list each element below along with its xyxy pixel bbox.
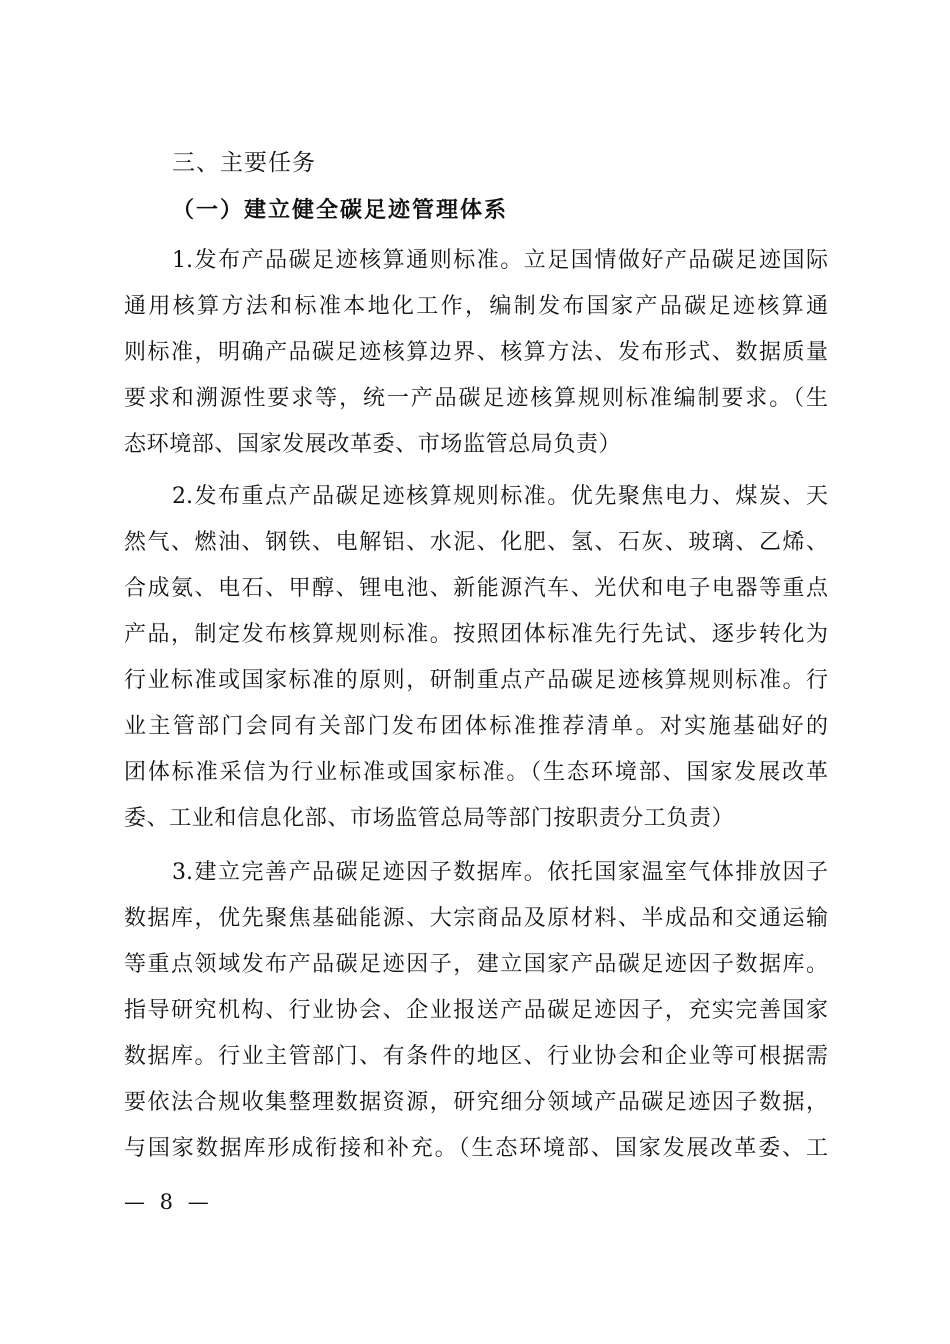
paragraph-line: 等重点领域发布产品碳足迹因子，建立国家产品碳足迹因子数据库。 [124,952,828,977]
paragraph-line: 则标准，明确产品碳足迹核算边界、核算方法、发布形式、数据质量 [124,340,828,365]
paragraph-line: 产品，制定发布核算规则标准。按照团体标准先行先试、逐步转化为 [124,622,828,647]
paragraph-line: 合成氨、电石、甲醇、锂电池、新能源汽车、光伏和电子电器等重点 [124,576,828,601]
paragraph-line: 数据库，优先聚焦基础能源、大宗商品及原材料、半成品和交通运输 [124,906,828,931]
paragraph-line: 团体标准采信为行业标准或国家标准。（生态环境部、国家发展改革 [124,760,828,785]
paragraph-line: 与国家数据库形成衔接和补充。（生态环境部、国家发展改革委、工 [124,1136,828,1161]
paragraph-line: 指导研究机构、行业协会、企业报送产品碳足迹因子，充实完善国家 [124,998,828,1023]
paragraph-line: 要依法合规收集整理数据资源，研究细分领域产品碳足迹因子数据， [124,1090,828,1115]
paragraph-line: 然气、燃油、钢铁、电解铝、水泥、化肥、氢、石灰、玻璃、乙烯、 [124,530,828,555]
paragraph-line: 业主管部门会同有关部门发布团体标准推荐清单。对实施基础好的 [124,714,828,739]
paragraph-line: 态环境部、国家发展改革委、市场监管总局负责） [124,432,622,457]
sub-heading: （一）建立健全碳足迹管理体系 [172,198,509,223]
paragraph-2 [124,474,828,842]
paragraph-1 [124,238,828,468]
paragraph-line: 行业标准或国家标准的原则，研制重点产品碳足迹核算规则标准。行 [124,668,828,693]
section-heading: 三、主要任务 [172,150,316,176]
paragraph-line: 2.发布重点产品碳足迹核算规则标准。优先聚焦电力、煤炭、天 [172,484,828,509]
page-number: — 8 — [124,1190,213,1214]
paragraph-line: 委、工业和信息化部、市场监管总局等部门按职责分工负责） [124,806,735,831]
paragraph-line: 要求和溯源性要求等，统一产品碳足迹核算规则标准编制要求。（生 [124,386,828,411]
paragraph-3 [124,850,828,1172]
paragraph-line: 1.发布产品碳足迹核算通则标准。立足国情做好产品碳足迹国际 [172,248,828,273]
paragraph-line: 通用核算方法和标准本地化工作，编制发布国家产品碳足迹核算通 [124,294,828,319]
paragraph-line: 3.建立完善产品碳足迹因子数据库。依托国家温室气体排放因子 [172,860,828,885]
paragraph-line: 数据库。行业主管部门、有条件的地区、行业协会和企业等可根据需 [124,1044,828,1069]
